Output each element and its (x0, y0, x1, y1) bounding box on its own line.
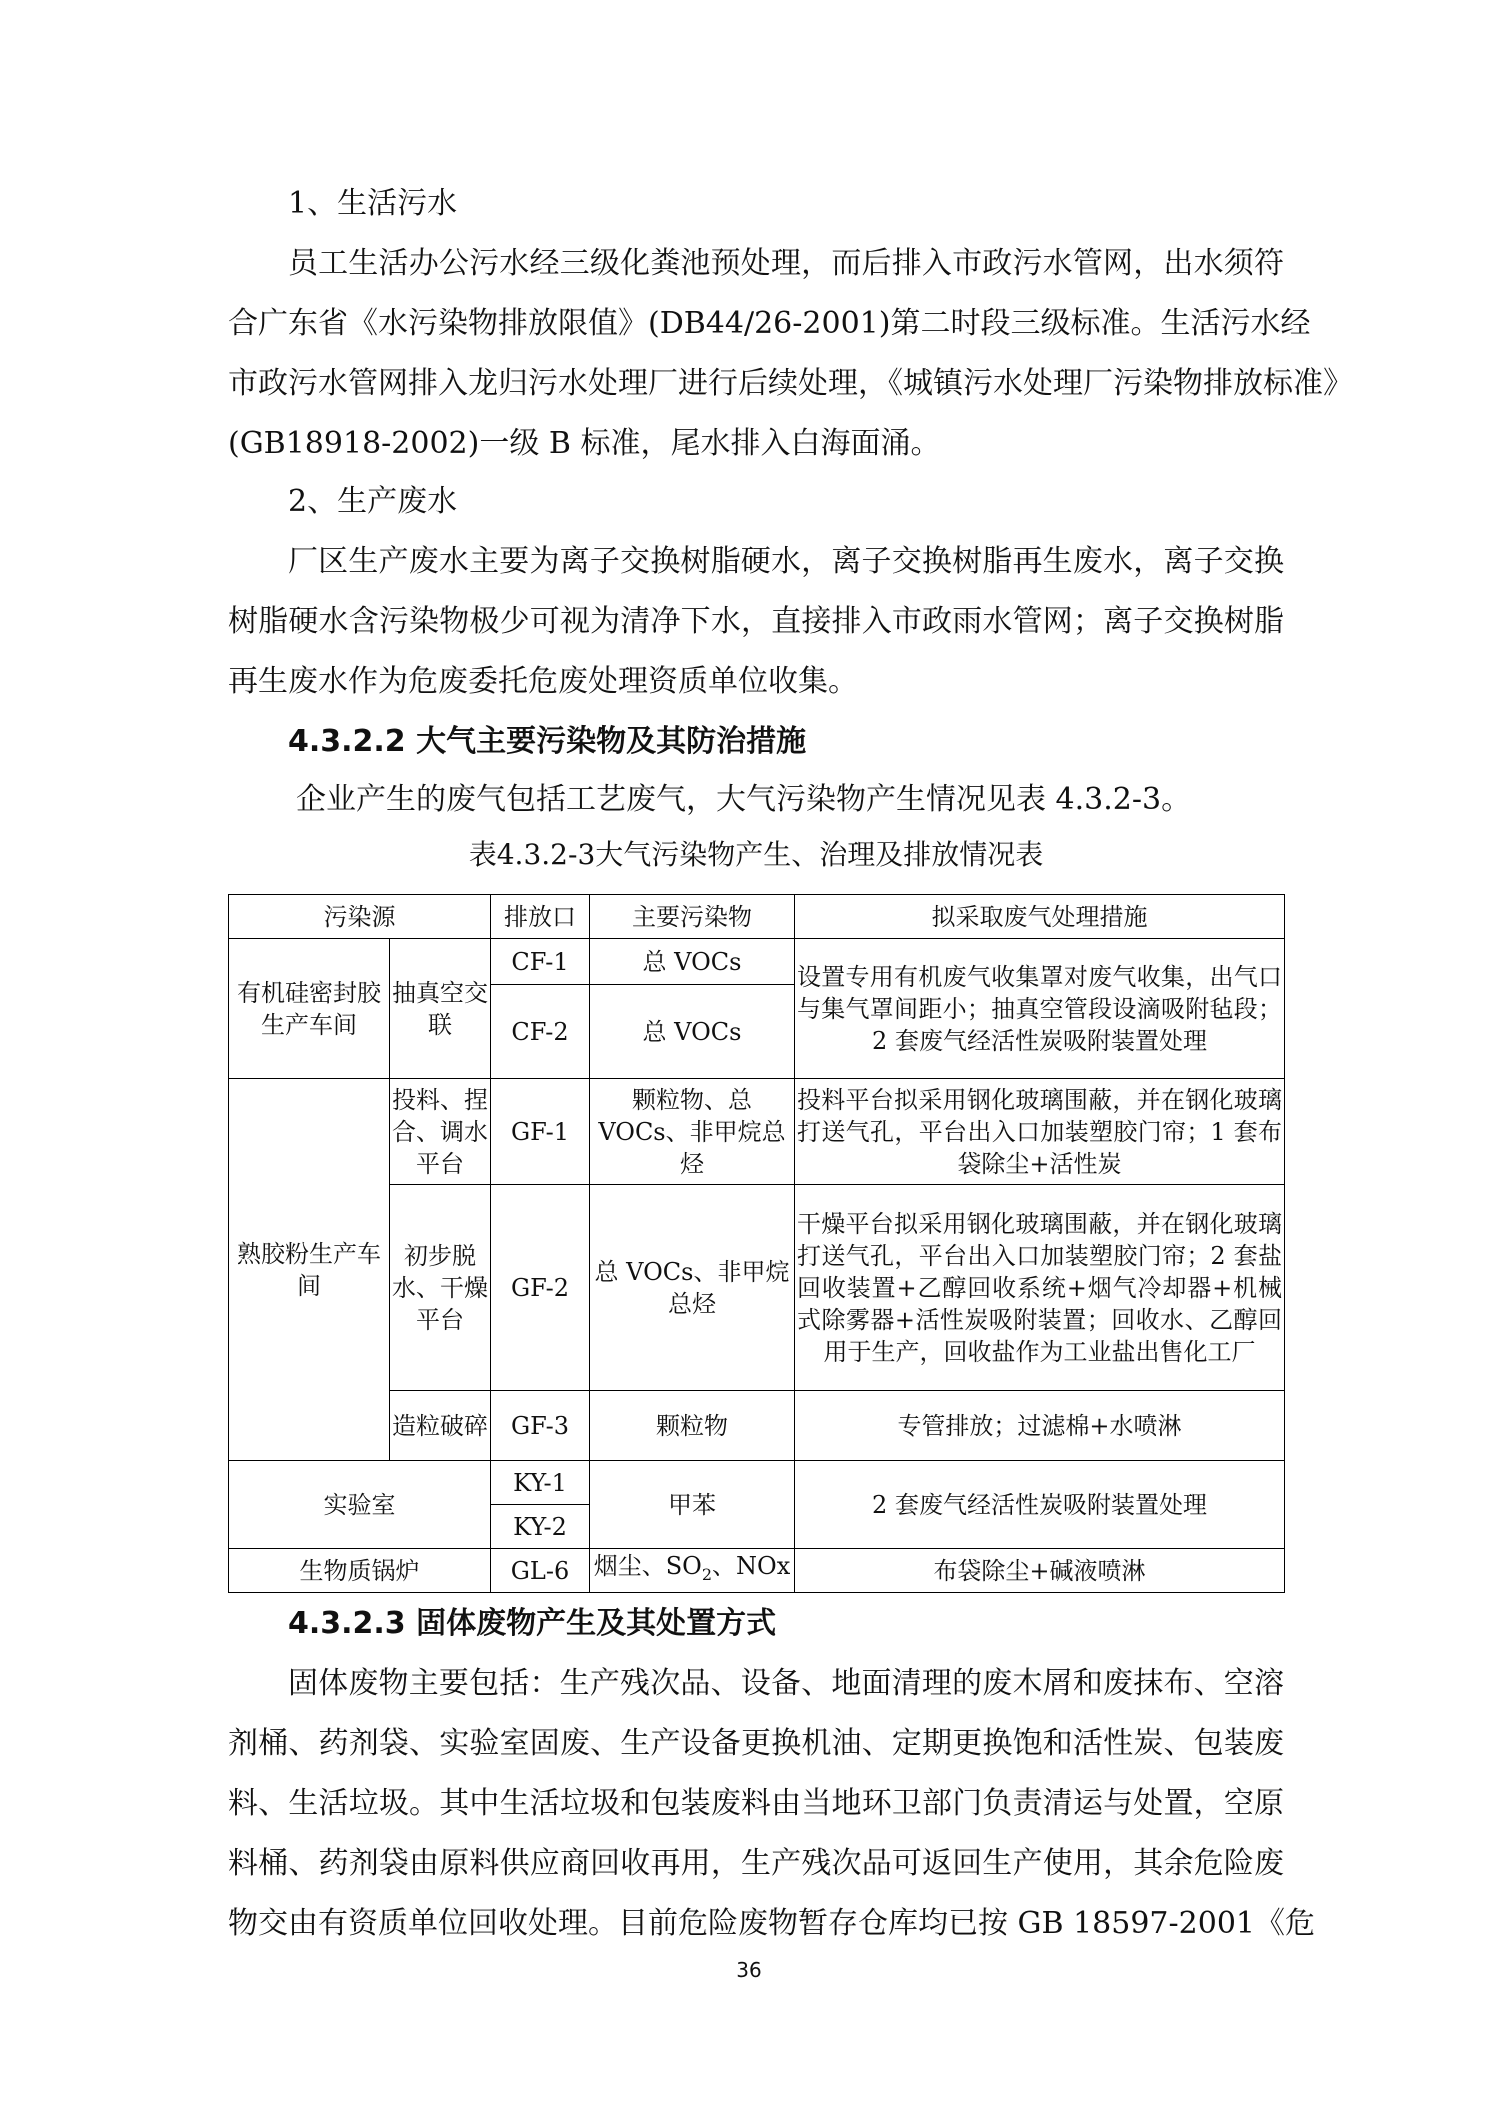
cell-process: 抽真空交联 (390, 939, 491, 1079)
page-number: 36 (736, 1958, 762, 1982)
cell-source: 生物质锅炉 (229, 1549, 491, 1593)
cell-pollutant: 颗粒物、总 VOCs、非甲烷总烃 (590, 1079, 795, 1185)
section-2-title: 2、生产废水 (288, 484, 458, 519)
cell-measure: 布袋除尘+碱液喷淋 (795, 1549, 1285, 1593)
air-pollutant-table (228, 894, 1285, 1593)
paragraph-line: 剂桶、药剂袋、实验室固废、生产设备更换机油、定期更换饱和活性炭、包装废 (228, 1726, 1284, 1761)
table-row (229, 1079, 1285, 1185)
cell-workshop: 熟胶粉生产车间 (229, 1079, 390, 1461)
paragraph-line: 料桶、药剂袋由原料供应商回收再用，生产残次品可返回生产使用，其余危险废 (228, 1846, 1284, 1881)
paragraph-line: 固体废物主要包括：生产残次品、设备、地面清理的废木屑和废抹布、空溶 (288, 1666, 1284, 1701)
paragraph-line: 员工生活办公污水经三级化粪池预处理，而后排入市政污水管网，出水须符 (288, 246, 1284, 281)
paragraph-line: 合广东省《水污染物排放限值》(DB44/26-2001)第二时段三级标准。生活污水经 (228, 306, 1311, 341)
pollutant-subscript: 2 (701, 1564, 713, 1584)
cell-outlet: KY-2 (491, 1505, 590, 1549)
cell-pollutant: 甲苯 (590, 1461, 795, 1549)
table-row (229, 1549, 1285, 1593)
cell-measure: 投料平台拟采用钢化玻璃围蔽，并在钢化玻璃打送气孔，平台出入口加装塑胶门帘；1 套布袋除尘+活性炭 (795, 1079, 1285, 1185)
paragraph-line: 厂区生产废水主要为离子交换树脂硬水，离子交换树脂再生废水，离子交换 (288, 544, 1284, 579)
cell-process: 造粒破碎 (390, 1391, 491, 1461)
cell-pollutant: 总 VOCs (590, 939, 795, 985)
table-header-row (229, 895, 1285, 939)
cell-pollutant: 总 VOCs、非甲烷总烃 (590, 1185, 795, 1391)
heading-air-pollutants: 4.3.2.2 大气主要污染物及其防治措施 (288, 724, 807, 759)
cell-outlet: GF-1 (491, 1079, 590, 1185)
header-pollutant: 主要污染物 (590, 895, 795, 939)
cell-measure: 2 套废气经活性炭吸附装置处理 (795, 1461, 1285, 1549)
cell-measure: 设置专用有机废气收集罩对废气收集，出气口与集气罩间距小；抽真空管段设滴吸附毡段；2 套废气经活性炭吸附装置处理 (795, 939, 1285, 1079)
cell-measure: 干燥平台拟采用钢化玻璃围蔽，并在钢化玻璃打送气孔，平台出入口加装塑胶门帘；2 套盐回收装置+乙醇回收系统+烟气冷却器+机械式除雾器+活性炭吸附装置；回收水、乙醇回用于生产，回收盐作为工业盐出售化工厂 (795, 1185, 1285, 1391)
header-source: 污染源 (229, 895, 491, 939)
cell-process: 投料、捏合、调水平台 (390, 1079, 491, 1185)
cell-outlet: CF-1 (491, 939, 590, 985)
paragraph-line: 再生废水作为危废委托危废处理资质单位收集。 (228, 664, 858, 699)
cell-pollutant: 颗粒物 (590, 1391, 795, 1461)
cell-outlet: CF-2 (491, 985, 590, 1079)
cell-outlet: GL-6 (491, 1549, 590, 1593)
header-measure: 拟采取废气处理措施 (795, 895, 1285, 939)
cell-pollutant (590, 1549, 795, 1593)
paragraph-line: 市政污水管网排入龙归污水处理厂进行后续处理，《城镇污水处理厂污染物排放标准》 (228, 366, 1353, 401)
cell-outlet: GF-3 (491, 1391, 590, 1461)
paragraph-line: 物交由有资质单位回收处理。目前危险废物暂存仓库均已按 GB 18597-2001《危 (228, 1906, 1316, 1941)
section-1-title: 1、生活污水 (288, 186, 458, 221)
cell-workshop: 有机硅密封胶生产车间 (229, 939, 390, 1079)
heading-solid-waste: 4.3.2.3 固体废物产生及其处置方式 (288, 1606, 777, 1641)
cell-outlet: GF-2 (491, 1185, 590, 1391)
paragraph-line: 料、生活垃圾。其中生活垃圾和包装废料由当地环卫部门负责清运与处置，空原 (228, 1786, 1284, 1821)
paragraph-line: 树脂硬水含污染物极少可视为清净下水，直接排入市政雨水管网；离子交换树脂 (228, 604, 1284, 639)
paragraph-line: (GB18918-2002)一级 B 标准，尾水排入白海面涌。 (228, 426, 941, 461)
cell-source: 实验室 (229, 1461, 491, 1549)
pollutant-part: 烟尘、SO (593, 1552, 702, 1581)
air-intro: 企业产生的废气包括工艺废气，大气污染物产生情况见表 4.3.2-3。 (296, 782, 1192, 817)
cell-outlet: KY-1 (491, 1461, 590, 1505)
table-caption: 表4.3.2-3大气污染物产生、治理及排放情况表 (468, 838, 1044, 871)
table-row (229, 939, 1285, 985)
cell-process: 初步脱水、干燥平台 (390, 1185, 491, 1391)
pollutant-part: 、NOx (712, 1552, 791, 1581)
header-outlet: 排放口 (491, 895, 590, 939)
cell-measure: 专管排放；过滤棉+水喷淋 (795, 1391, 1285, 1461)
table-row (229, 1461, 1285, 1505)
cell-pollutant: 总 VOCs (590, 985, 795, 1079)
